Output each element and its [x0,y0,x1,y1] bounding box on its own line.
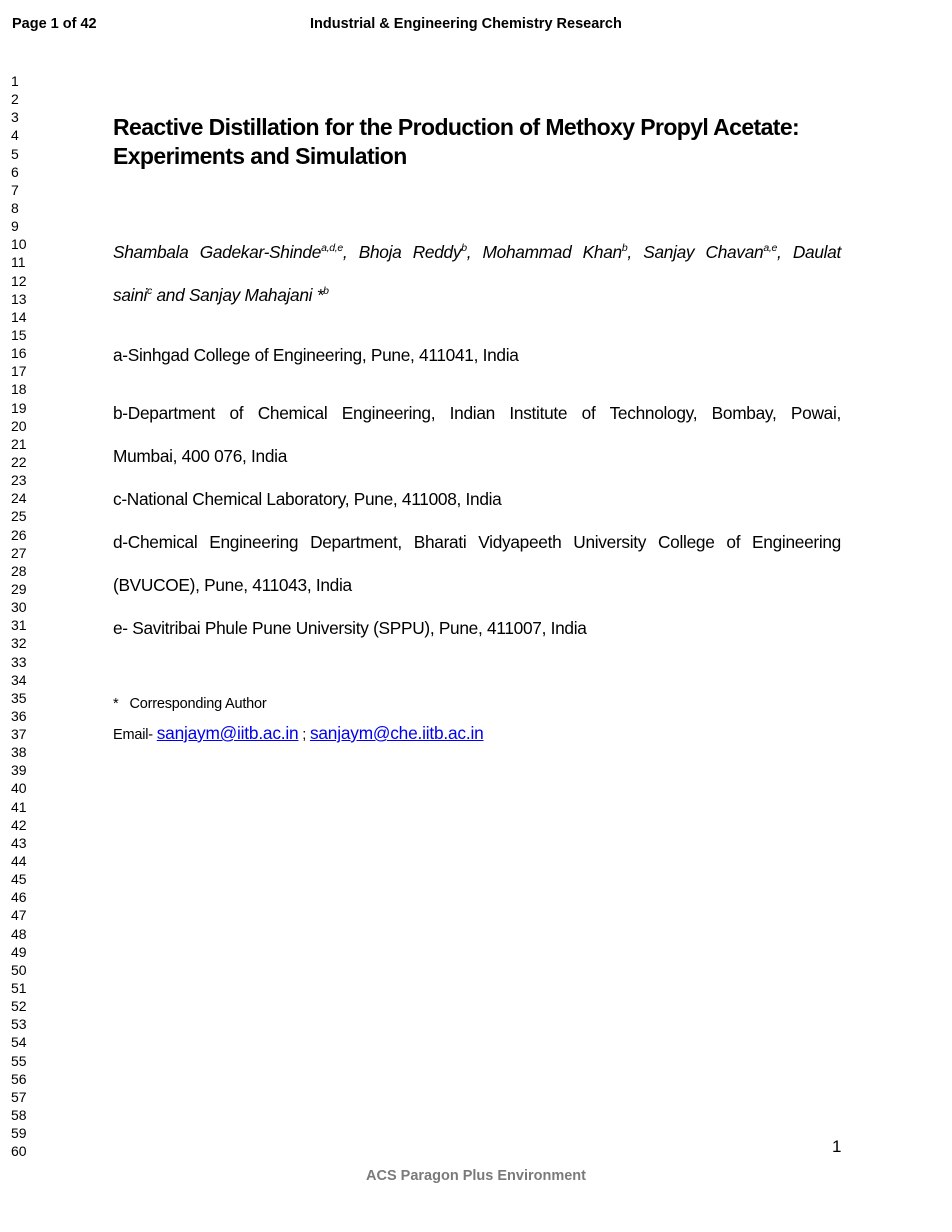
line-number: 18 [11,381,27,398]
line-number: 49 [11,943,27,960]
line-number: 17 [11,363,27,380]
line-number: 39 [11,762,27,779]
author-separator: , [777,242,793,262]
line-number: 21 [11,435,27,452]
line-number: 60 [11,1143,27,1160]
affiliation-d-line-2: (BVUCOE), Pune, 411043, India [113,575,352,595]
email-line [113,723,484,744]
line-number: 36 [11,707,27,724]
affiliation-c: c-National Chemical Laboratory, Pune, 411008, India [113,489,502,509]
line-number: 16 [11,345,27,362]
line-number: 12 [11,272,27,289]
line-number: 25 [11,508,27,525]
line-number: 8 [11,199,19,216]
author-name: Sanjay Chavan [643,242,764,262]
line-number: 47 [11,907,27,924]
footer-text: ACS Paragon Plus Environment [366,1168,586,1184]
line-number: 31 [11,617,27,634]
line-number: 56 [11,1070,27,1087]
line-number: 2 [11,91,19,108]
email-link-2[interactable]: sanjaym@che.iitb.ac.in [309,723,484,743]
line-number: 3 [11,109,19,126]
author-affiliation-mark: b [323,285,329,297]
line-number: 26 [11,526,27,543]
line-number: 41 [11,798,27,815]
line-number: 35 [11,689,27,706]
line-number: 32 [11,635,27,652]
line-number: 58 [11,1107,27,1124]
line-number: 15 [11,326,27,343]
author-name-part: saini [113,285,148,305]
line-number: 57 [11,1088,27,1105]
author-affiliation-mark: b [621,242,628,254]
line-number: 48 [11,925,27,942]
line-number: 10 [11,236,27,253]
email-link-1[interactable]: sanjaym@iitb.ac.in [156,723,299,743]
affiliation-d-line-1: d-Chemical Engineering Department, Bharati Vidyapeeth University College of Engineering [113,532,841,552]
line-number: 11 [11,254,26,271]
line-number: 55 [11,1052,27,1069]
line-number: 1 [11,73,19,89]
affiliation-a: a-Sinhgad College of Engineering, Pune, 411041, India [113,345,519,365]
author-name: Sanjay Mahajani * [188,285,324,305]
line-number: 27 [11,544,27,561]
journal-title: Industrial & Engineering Chemistry Research [310,16,622,32]
author-separator: , [342,242,359,262]
author-separator: , [627,242,644,262]
author-separator: , [466,242,483,262]
author-separator: and [152,285,189,305]
line-number: 37 [11,726,27,743]
line-number: 52 [11,998,27,1015]
page-number: 1 [832,1137,842,1156]
asterisk-mark: * [113,696,119,712]
line-number: 19 [11,399,27,416]
author-list-line-1 [113,242,841,263]
paper-title-line-2: Experiments and Simulation [113,143,407,169]
page-label: Page 1 of 42 [12,16,97,32]
email-separator: ; [302,727,307,743]
affiliation-b-line-1: b-Department of Chemical Engineering, Indian Institute of Technology, Bombay, Powai, [113,403,841,423]
line-number: 23 [11,472,27,489]
line-number: 28 [11,562,27,579]
author-name-part: Daulat [792,242,841,262]
line-number: 13 [11,290,27,307]
line-number: 50 [11,961,27,978]
line-number: 4 [11,127,19,144]
line-number: 40 [11,780,27,797]
line-number: 5 [11,145,19,162]
line-number: 29 [11,580,27,597]
line-number: 6 [11,163,19,180]
line-numbers [11,72,41,1160]
line-number: 7 [11,181,19,198]
author-list-line-2 [113,285,841,306]
line-number: 51 [11,980,27,997]
author-affiliation-mark: a,d,e [321,242,343,254]
author-name: Mohammad Khan [482,242,622,262]
line-number: 44 [11,853,27,870]
line-number: 24 [11,490,27,507]
line-number: 46 [11,889,27,906]
line-number: 38 [11,744,27,761]
affiliation-e: e- Savitribai Phule Pune University (SPPU), Pune, 411007, India [113,618,587,638]
line-number: 20 [11,417,27,434]
paper-title-line-1: Reactive Distillation for the Production of Methoxy Propyl Acetate: [113,114,800,140]
corresponding-author-note [113,696,267,712]
line-number: 22 [11,453,27,470]
line-number: 30 [11,599,27,616]
author-affiliation-mark: a,e [763,242,778,254]
email-label: Email- [113,727,153,743]
author-name: Shambala Gadekar-Shinde [113,242,322,262]
line-number: 54 [11,1034,27,1051]
line-number: 14 [11,308,27,325]
line-number: 9 [11,218,19,235]
line-number: 53 [11,1016,27,1033]
author-name: Bhoja Reddy [358,242,462,262]
line-number: 33 [11,653,27,670]
line-number: 45 [11,871,27,888]
author-affiliation-mark: c [147,285,152,297]
affiliation-b-line-2: Mumbai, 400 076, India [113,446,288,466]
line-number: 34 [11,671,27,688]
line-number: 42 [11,816,27,833]
corresponding-author-label: Corresponding Author [129,696,267,712]
line-number: 59 [11,1125,27,1142]
line-number: 43 [11,834,27,851]
author-affiliation-mark: b [461,242,467,254]
